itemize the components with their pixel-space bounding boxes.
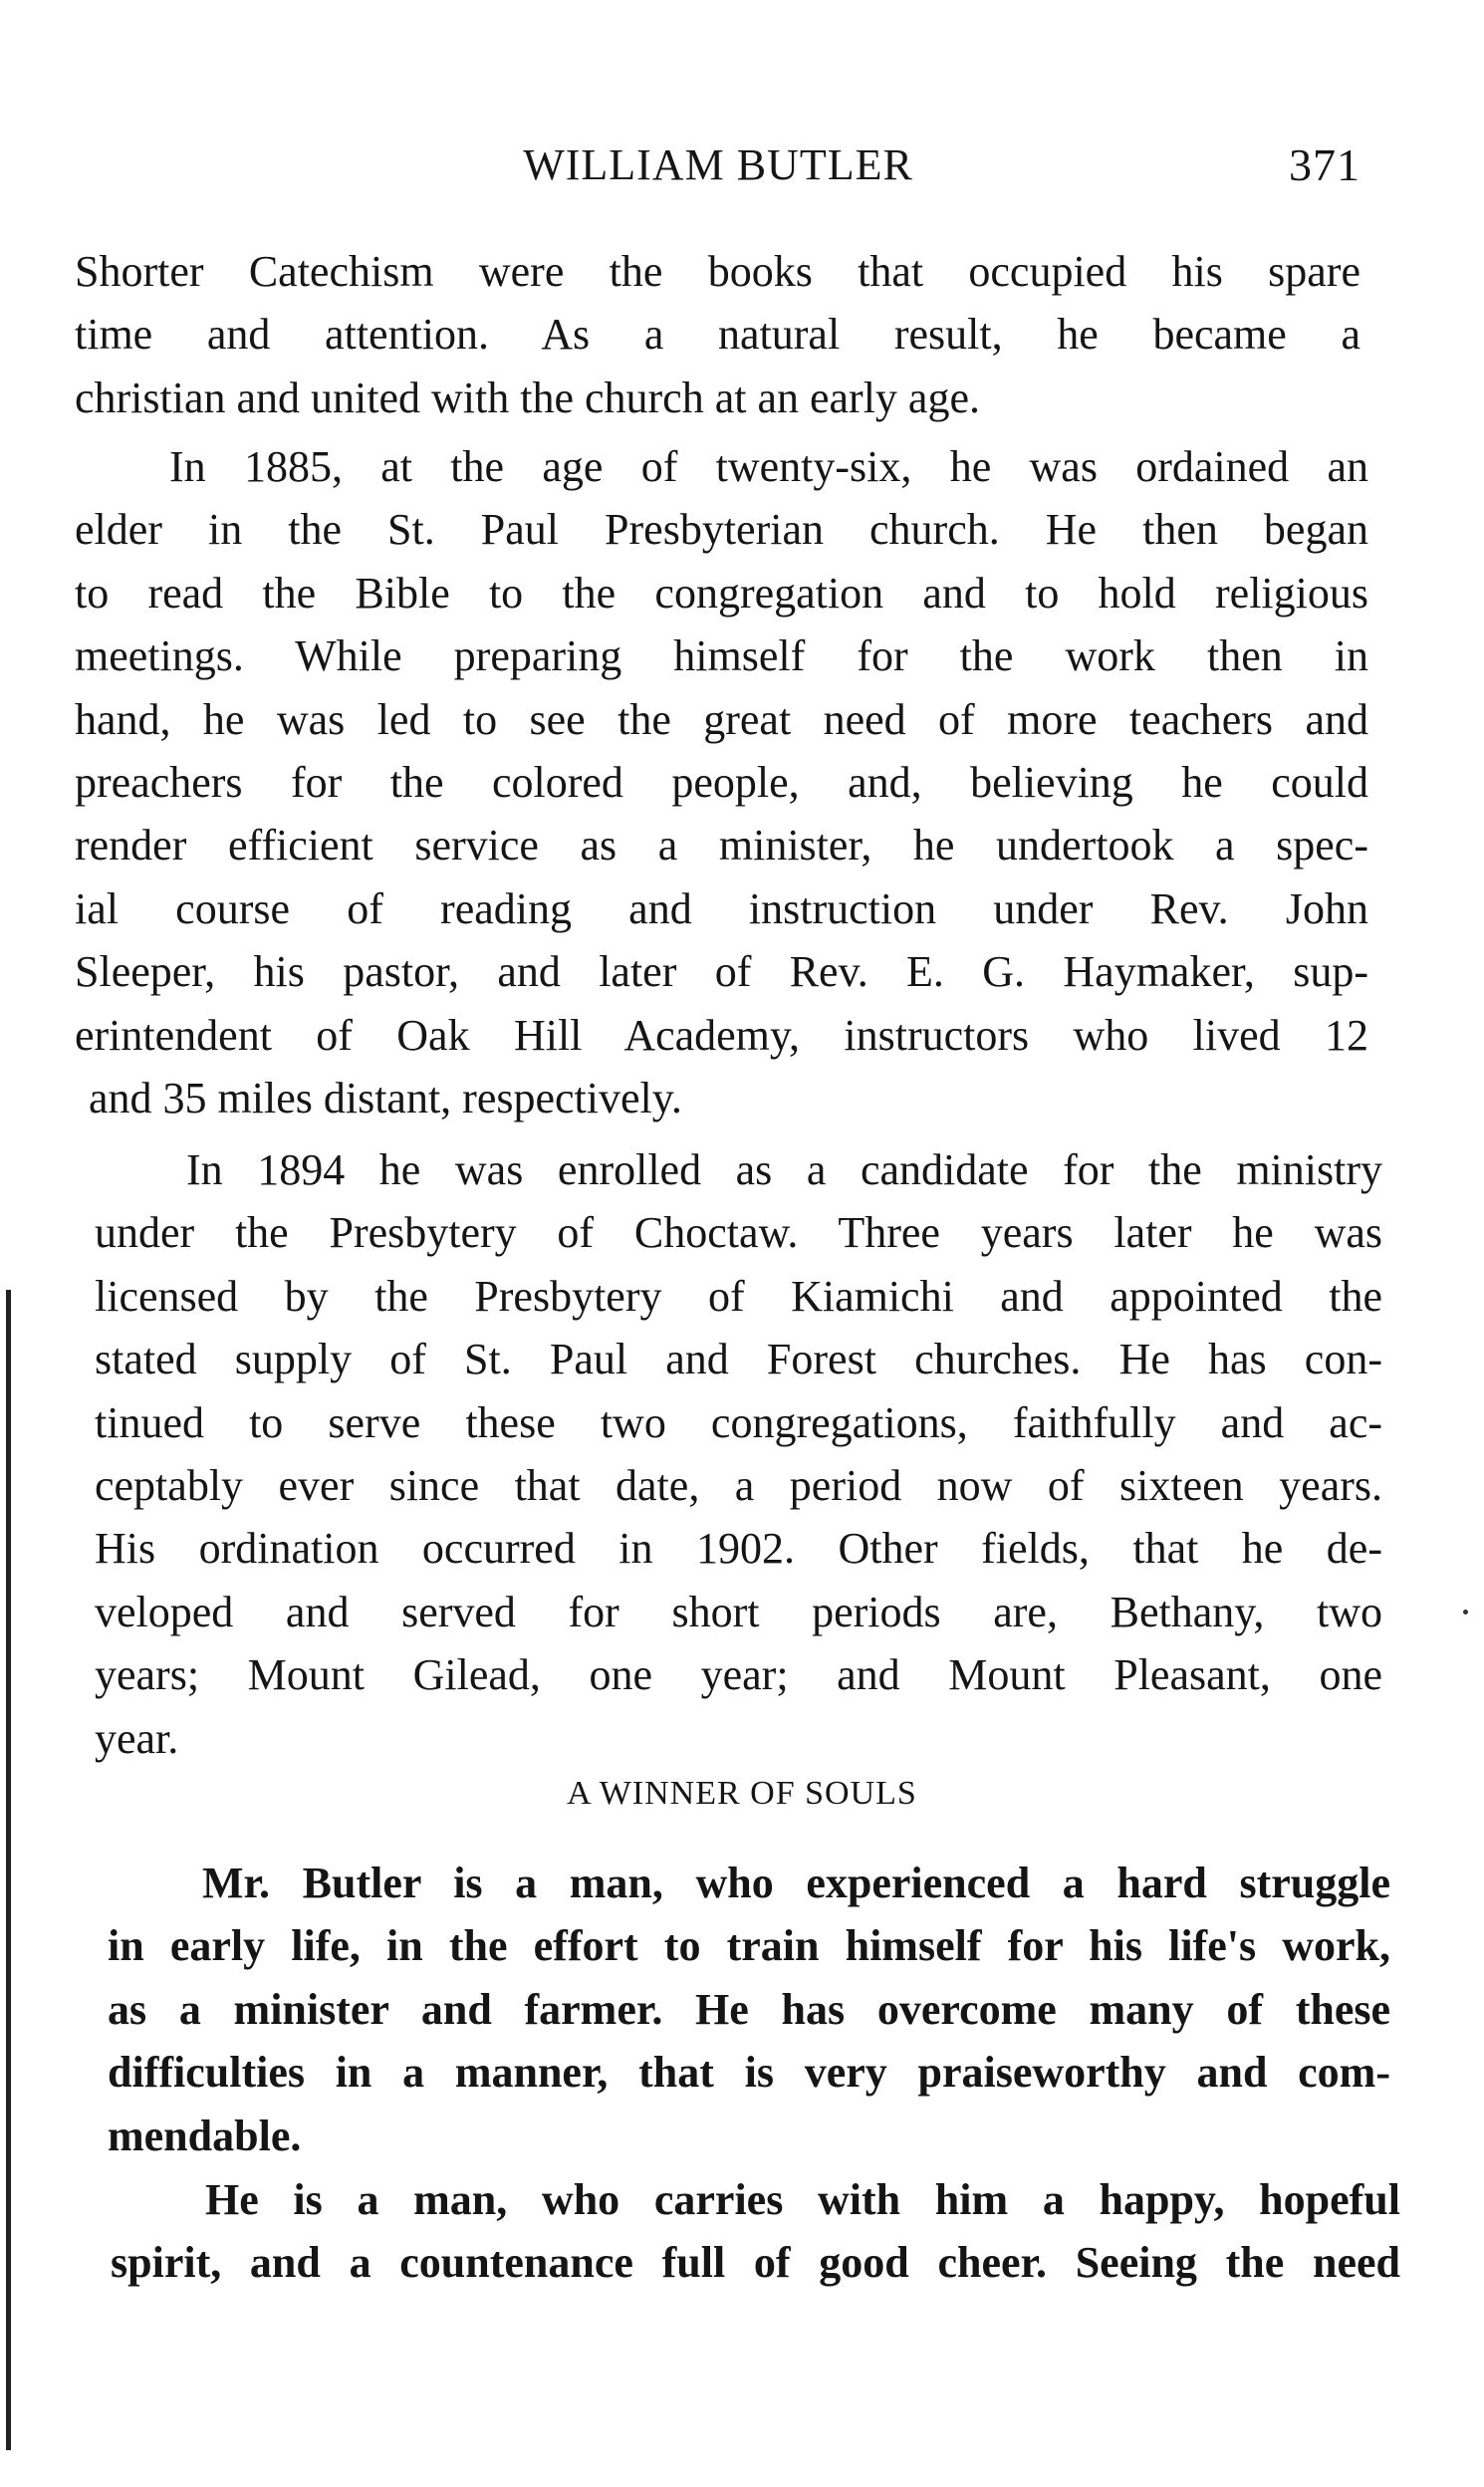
paragraph-4 <box>108 1852 1390 2167</box>
text-line: and 35 miles distant, respectively. <box>89 1073 682 1122</box>
page-number: 371 <box>1289 139 1360 190</box>
scan-speck <box>1463 1610 1468 1615</box>
text-line: veloped and served for short periods are, Bethany, two <box>95 1587 1382 1636</box>
text-line: in early life, in the effort to train himself for his life's work, <box>108 1921 1390 1971</box>
text-line: Mr. Butler is a man, who experienced a hard struggle <box>202 1859 1390 1907</box>
paragraph-3 <box>95 1138 1382 1770</box>
text-line: year. <box>95 1713 179 1763</box>
paragraph-1 <box>75 240 1360 429</box>
text-line: tinued to serve these two congregations, faithfully and ac- <box>95 1397 1382 1447</box>
section-heading: A WINNER OF SOULS <box>567 1775 917 1812</box>
text-line: mendable. <box>108 2111 302 2160</box>
text-line: Sleeper, his pastor, and later of Rev. E. G. Haymaker, sup- <box>75 947 1368 997</box>
text-line: Shorter Catechism were the books that occupied his spare <box>75 247 1360 296</box>
text-line: elder in the St. Paul Presbyterian church. He then began <box>75 505 1368 555</box>
text-line: His ordination occurred in 1902. Other fields, that he de- <box>95 1524 1382 1574</box>
text-line: time and attention. As a natural result, he became a <box>75 310 1360 360</box>
text-line: meetings. While preparing himself for the work then in <box>75 631 1368 681</box>
text-line: christian and united with the church at an early age. <box>75 373 980 422</box>
text-line: under the Presbytery of Choctaw. Three years later he was <box>95 1208 1382 1258</box>
text-line: spirit, and a countenance full of good cheer. Seeing the need <box>111 2238 1400 2288</box>
text-line: preachers for the colored people, and, believing he could <box>75 757 1368 807</box>
text-line: erintendent of Oak Hill Academy, instructors who lived 12 <box>75 1010 1368 1060</box>
text-line: In 1894 he was enrolled as a candidate for the ministry <box>186 1145 1382 1194</box>
text-line: render efficient service as a minister, he undertook a spec- <box>75 821 1368 870</box>
paragraph-5 <box>111 2168 1400 2295</box>
text-line: years; Mount Gilead, one year; and Mount Pleasant, one <box>95 1650 1382 1700</box>
binding-edge-line <box>6 1290 11 2450</box>
text-line: as a minister and farmer. He has overcome many of these <box>108 1984 1390 2034</box>
text-line: licensed by the Presbytery of Kiamichi and appointed the <box>95 1271 1382 1321</box>
text-line: He is a man, who carries with him a happy, hopeful <box>205 2175 1400 2224</box>
text-line: hand, he was led to see the great need of more teachers and <box>75 694 1368 744</box>
paragraph-2 <box>75 435 1368 1129</box>
text-line: ceptably ever since that date, a period now of sixteen years. <box>95 1460 1382 1510</box>
running-head-title: WILLIAM BUTLER <box>523 140 913 189</box>
text-line: stated supply of St. Paul and Forest churches. He has con- <box>95 1335 1382 1384</box>
text-line: difficulties in a manner, that is very praiseworthy and com- <box>108 2048 1390 2098</box>
text-line: to read the Bible to the congregation and to hold religious <box>75 568 1368 618</box>
text-line: In 1885, at the age of twenty-six, he was ordained an <box>169 442 1368 491</box>
text-line: ial course of reading and instruction under Rev. John <box>75 883 1368 933</box>
